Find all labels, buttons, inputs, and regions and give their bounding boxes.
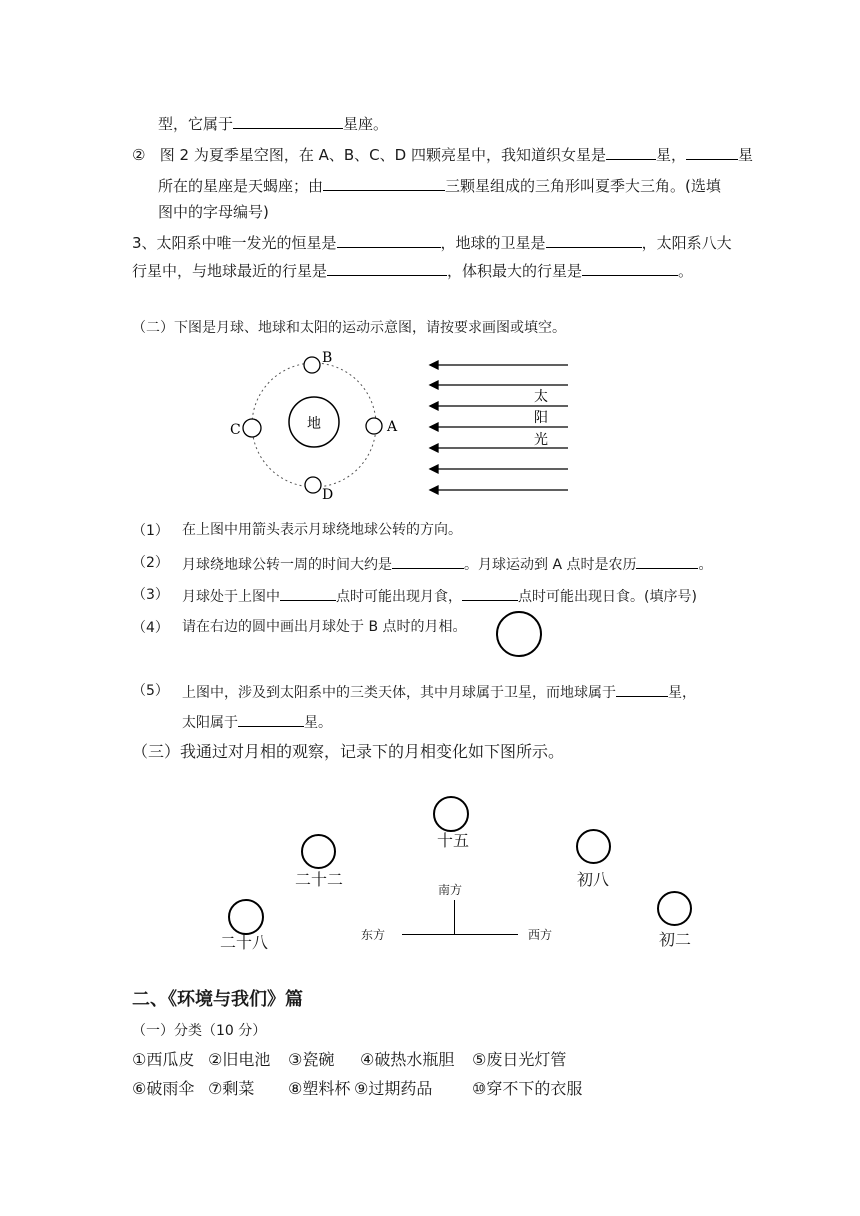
q1-text: 星 bbox=[737, 146, 753, 164]
answer-blank[interactable] bbox=[616, 680, 668, 697]
moon-phase-day2-circle[interactable] bbox=[657, 891, 692, 926]
item-number: （5） bbox=[132, 683, 169, 699]
answer-blank[interactable] bbox=[233, 112, 343, 129]
item-text: 月球绕地球公转一周的时间大约是 bbox=[182, 557, 392, 573]
moon-phase-day22-circle[interactable] bbox=[301, 834, 336, 869]
classify-item: ⑤废日光灯管 bbox=[472, 1050, 567, 1069]
section2-title: 二、《环境与我们》篇 bbox=[132, 989, 303, 1010]
answer-blank[interactable] bbox=[606, 143, 656, 160]
part2-item-5-cont bbox=[182, 710, 332, 733]
item-text: 请在右边的圆中画出月球处于 B 点时的月相。 bbox=[182, 619, 467, 635]
answer-blank[interactable] bbox=[337, 231, 441, 248]
part2-item-1 bbox=[182, 520, 462, 540]
item-number: ② bbox=[132, 146, 146, 164]
item-text: 月球处于上图中 bbox=[182, 589, 280, 605]
item-number: （4） bbox=[132, 620, 169, 636]
answer-blank[interactable] bbox=[462, 584, 518, 601]
q1-text: 星座。 bbox=[343, 115, 389, 133]
item-text: 。月球运动到 A 点时是农历 bbox=[464, 557, 637, 573]
classify-item: ⑩穿不下的衣服 bbox=[472, 1079, 583, 1098]
answer-blank[interactable] bbox=[582, 259, 678, 276]
part3-heading: （三）我通过对月相的观察，记录下的月相变化如下图所示。 bbox=[132, 742, 565, 761]
item-text: 太阳属于 bbox=[182, 715, 238, 731]
answer-blank[interactable] bbox=[546, 231, 642, 248]
moon-phase-day15-circle[interactable] bbox=[433, 796, 469, 832]
label-west: 西方 bbox=[528, 928, 553, 942]
answer-blank[interactable] bbox=[327, 259, 447, 276]
q1-line4 bbox=[158, 202, 269, 222]
label-b: B bbox=[322, 350, 333, 366]
label-day28: 二十八 bbox=[220, 933, 269, 952]
q3-text: 3、太阳系中唯一发光的恒星是 bbox=[132, 234, 337, 252]
orbit-diagram bbox=[222, 350, 582, 502]
q3-text: ，体积最大的行星是 bbox=[447, 262, 583, 280]
part2-item-5 bbox=[182, 680, 696, 703]
moon-phase-drawing-circle[interactable] bbox=[496, 611, 542, 657]
classify-item: ⑦剩菜 bbox=[208, 1079, 255, 1098]
q1-text: 三颗星组成的三角形叫夏季大三角。(选填 bbox=[445, 177, 721, 195]
sunlight-label-char: 太 bbox=[534, 389, 548, 405]
q3-text: ，太阳系八大 bbox=[641, 234, 732, 252]
label-day22: 二十二 bbox=[295, 870, 344, 889]
q3-text: 。 bbox=[678, 262, 694, 280]
answer-blank[interactable] bbox=[392, 552, 464, 569]
sunlight-label-char: 光 bbox=[534, 432, 548, 448]
part2-item-4 bbox=[182, 617, 467, 637]
label-east: 东方 bbox=[361, 928, 386, 942]
classify-item: ⑨过期药品 bbox=[354, 1079, 433, 1098]
moon-position-a[interactable] bbox=[366, 418, 382, 434]
label-south: 南方 bbox=[438, 883, 463, 897]
q3-line1 bbox=[132, 231, 732, 253]
item-text: 星， bbox=[668, 685, 696, 701]
label-day8: 初八 bbox=[577, 870, 610, 889]
item-number: （2） bbox=[132, 555, 169, 571]
classify-item: ④破热水瓶胆 bbox=[360, 1050, 455, 1069]
answer-blank[interactable] bbox=[323, 174, 445, 191]
q3-line2 bbox=[132, 259, 693, 281]
label-day2: 初二 bbox=[659, 930, 692, 949]
part2-heading: （二）下图是月球、地球和太阳的运动示意图，请按要求画图或填空。 bbox=[132, 320, 566, 336]
q1-text: 图 2 为夏季星空图，在 A、B、C、D 四颗亮星中，我知道织女星是 bbox=[159, 146, 606, 164]
q1-item2-line bbox=[132, 143, 753, 165]
item-text: 上图中，涉及到太阳系中的三类天体，其中月球属于卫星，而地球属于 bbox=[182, 685, 616, 701]
sunlight-label-char: 阳 bbox=[534, 410, 548, 426]
moon-position-b[interactable] bbox=[304, 357, 320, 373]
item-text: 。 bbox=[698, 557, 713, 573]
answer-blank[interactable] bbox=[280, 584, 336, 601]
q1-text: 星， bbox=[655, 146, 686, 164]
moon-phase-day28-circle[interactable] bbox=[228, 899, 264, 935]
answer-blank[interactable] bbox=[238, 710, 304, 727]
moon-position-d[interactable] bbox=[305, 477, 321, 493]
section2-subtitle: （一）分类（10 分） bbox=[132, 1023, 267, 1039]
classify-item: ③瓷碗 bbox=[288, 1050, 335, 1069]
classify-item: ①西瓜皮 bbox=[132, 1050, 195, 1069]
q1-line1 bbox=[158, 112, 388, 134]
sunlight-arrows bbox=[430, 361, 568, 494]
part2-item-3 bbox=[182, 584, 697, 607]
q1-line3 bbox=[158, 174, 721, 196]
q3-text: ，地球的卫星是 bbox=[440, 234, 546, 252]
label-a: A bbox=[387, 419, 398, 435]
answer-blank[interactable] bbox=[686, 143, 738, 160]
moon-phase-day8-circle[interactable] bbox=[576, 829, 611, 864]
item-number: （3） bbox=[132, 587, 169, 603]
q3-text: 行星中，与地球最近的行星是 bbox=[132, 262, 328, 280]
part2-item-2 bbox=[182, 552, 712, 575]
q1-text: 图中的字母编号) bbox=[158, 203, 269, 221]
compass-north-south-line bbox=[454, 900, 455, 934]
item-number: （1） bbox=[132, 523, 169, 539]
item-text: 点时可能出现日食。(填序号) bbox=[518, 589, 697, 605]
item-text: 星。 bbox=[304, 715, 332, 731]
item-text: 点时可能出现月食， bbox=[336, 589, 462, 605]
classify-item: ⑥破雨伞 bbox=[132, 1079, 195, 1098]
earth-label: 地 bbox=[307, 416, 321, 432]
compass-east-west-line bbox=[402, 934, 518, 935]
label-d: D bbox=[322, 487, 334, 502]
label-day15: 十五 bbox=[437, 831, 470, 850]
q1-text: 型，它属于 bbox=[158, 115, 234, 133]
classify-item: ②旧电池 bbox=[208, 1050, 271, 1069]
moon-position-c[interactable] bbox=[243, 419, 261, 437]
answer-blank[interactable] bbox=[636, 552, 698, 569]
item-text: 在上图中用箭头表示月球绕地球公转的方向。 bbox=[182, 522, 462, 538]
q1-text: 所在的星座是天蝎座；由 bbox=[158, 177, 324, 195]
classify-item: ⑧塑料杯 bbox=[288, 1079, 351, 1098]
label-c: C bbox=[230, 422, 241, 438]
